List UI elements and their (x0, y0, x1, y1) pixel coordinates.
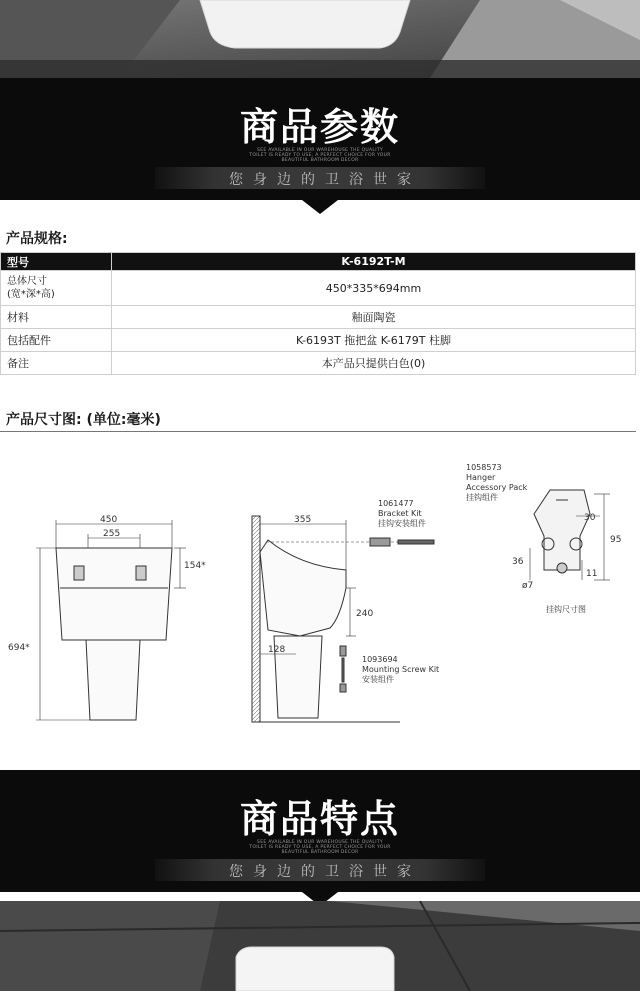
spec-label: 备注 (1, 352, 112, 375)
screw-en: Mounting Screw Kit (362, 665, 440, 674)
bracket-code: 1061477 (378, 499, 414, 508)
table-row (1, 352, 636, 375)
front-view-basin (36, 520, 186, 720)
features-banner-subtitle: 您身边的卫浴世家 (229, 864, 421, 880)
spec-value: 450*335*694mm (112, 271, 636, 306)
spec-label: 包括配件 (1, 329, 112, 352)
spec-label: 总体尺寸 (宽*深*高) (1, 271, 112, 306)
screw-cn: 安装组件 (362, 675, 394, 684)
spec-table (0, 252, 636, 375)
hanger-en-2: Accessory Pack (466, 483, 528, 492)
front-width-inner: 255 (103, 529, 121, 539)
params-banner-title: 商品参数 (239, 105, 400, 149)
params-banner (0, 78, 640, 200)
spec-label: 材料 (1, 306, 112, 329)
spec-value: 釉面陶瓷 (112, 306, 636, 329)
divider (0, 431, 636, 432)
params-banner-subtitle: 您身边的卫浴世家 (229, 172, 421, 188)
front-height-total: 694* (8, 643, 30, 653)
hanger-caption: 挂钩尺寸图 (546, 605, 586, 614)
top-product-photo (0, 0, 640, 78)
side-depth: 355 (294, 515, 312, 525)
bottom-product-photo (0, 901, 640, 991)
screw-code: 1093694 (362, 655, 398, 664)
hanger-dim-36: 36 (512, 557, 524, 567)
params-banner-fine-print: SEE AVAILABLE IN OUR WAREHOUSE THE QUALITY TOILET IS READY TO USE, A PERFECT CHOICE FOR YOUR BEAUTIFUL BATHROOM DECOR (249, 148, 391, 163)
features-banner-fine-print: SEE AVAILABLE IN OUR WAREHOUSE THE QUALITY TOILET IS READY TO USE, A PERFECT CHOICE FOR YOUR BEAUTIFUL BATHROOM DECOR (249, 840, 391, 855)
hanger-en-1: Hanger (466, 473, 496, 482)
side-bowl-depth: 240 (356, 609, 374, 619)
hanger-dim-11: 11 (586, 569, 598, 579)
hanger-dim-hole: ø7 (522, 581, 534, 591)
hanger-cn: 挂钩组件 (466, 493, 498, 502)
hanger-view (530, 490, 610, 580)
table-row (1, 253, 636, 271)
spec-value: K-6193T 拖把盆 K-6179T 柱脚 (112, 329, 636, 352)
table-row (1, 271, 636, 306)
spec-heading: 产品规格: (6, 231, 68, 247)
photo-illustration (0, 0, 640, 78)
front-height-top: 154* (184, 561, 206, 571)
side-view-basin (252, 516, 434, 722)
banner-notch (302, 200, 338, 214)
photo-illustration (0, 901, 640, 991)
bracket-cn: 挂钩安装组件 (378, 519, 426, 528)
features-banner (0, 770, 640, 892)
front-width-total: 450 (100, 515, 118, 525)
spec-value: 本产品只提供白色(0) (112, 352, 636, 375)
bracket-en: Bracket Kit (378, 509, 422, 518)
features-banner-title: 商品特点 (239, 797, 400, 841)
table-row (1, 329, 636, 352)
spec-value: K-6192T-M (112, 253, 636, 271)
hanger-dim-30: 30 (584, 513, 596, 523)
side-pedestal-offset: 128 (268, 645, 286, 655)
table-row (1, 306, 636, 329)
dimension-heading: 产品尺寸图: (单位:毫米) (6, 412, 161, 428)
hanger-dim-95: 95 (610, 535, 622, 545)
spec-label: 型号 (1, 253, 112, 271)
hanger-code: 1058573 (466, 463, 502, 472)
dimension-drawing (0, 440, 640, 770)
